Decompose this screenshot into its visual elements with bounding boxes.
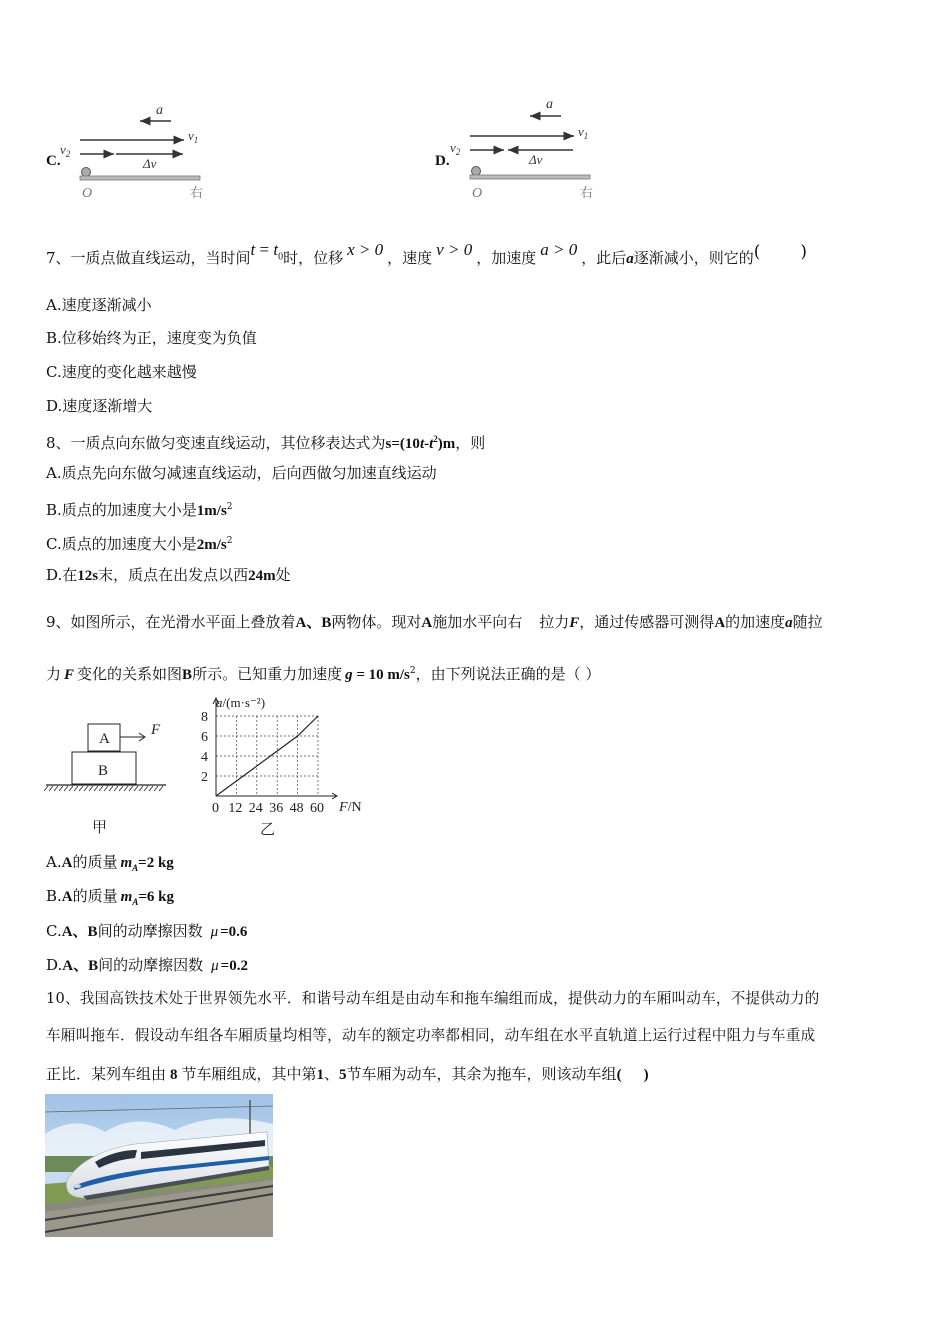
q8-option-d: D.在12s末，质点在出发点以西24m处 [46, 566, 291, 584]
q7-option-b: B.位移始终为正，速度变为负值 [46, 329, 257, 347]
x-axis-label: F/N [339, 800, 362, 815]
q8-option-c: C.质点的加速度大小是$2m/s^2$ [46, 535, 233, 553]
y-tick-label: 8 [201, 710, 208, 725]
hatch-mark [159, 786, 163, 791]
svg-text:v1 [578, 124, 588, 141]
right-label: 右 [580, 185, 594, 200]
hatch-mark [154, 786, 158, 791]
v2-sub: 2 [455, 147, 461, 157]
svg-text:v2 [450, 140, 461, 157]
hatch-mark [109, 786, 113, 791]
q7-option-d: D.速度逐渐增大 [46, 397, 153, 415]
q8-stem: 8、一质点向东做匀变速直线运动，其位移表达式为$s=(10t-t^2)m$，则 [46, 434, 486, 452]
hatch-mark [124, 786, 128, 791]
v2-label: v [450, 140, 456, 155]
ground-hatch [44, 786, 163, 791]
q9-option-d: D.A、B间的动摩擦因数 μ =0.2 [46, 956, 248, 974]
hatch-mark [104, 786, 108, 791]
v1-sub: 1 [193, 135, 199, 145]
y-tick-label: 6 [201, 730, 208, 745]
chart-ticks [201, 710, 324, 816]
q8-option-a: A.质点先向东做匀减速直线运动，后向西做匀加速直线运动 [46, 464, 437, 482]
v2-label: v [60, 142, 66, 157]
v1-label: v [188, 128, 194, 143]
origin-label: O [472, 186, 483, 201]
x-tick-label: 36 [269, 801, 284, 816]
q10-stem-line3: 正比．某列车组由 8 节车厢组成，其中第1、5节车厢为动车，其余为拖车，则该动车组( ) [46, 1065, 649, 1083]
force-label: F [151, 722, 161, 738]
hatch-mark [74, 786, 78, 791]
hatch-mark [49, 786, 53, 791]
hatch-mark [79, 786, 83, 791]
track [80, 176, 200, 180]
right-label: 右 [190, 185, 204, 200]
q9-stem-line1: 9、如图所示，在光滑水平面上叠放着A、B两物体。现对A施加水平向右 拉力F，通过传感器可测得A的加速度a随拉 [46, 613, 823, 631]
option-c-label: C. [46, 153, 61, 169]
hatch-mark [129, 786, 133, 791]
q9-option-c: C.A、B间的动摩擦因数 μ =0.6 [46, 922, 248, 940]
v1-sub: 1 [583, 131, 589, 141]
figure-option-d [446, 94, 606, 204]
q9-stem-line2: 力 F 变化的关系如图B所示。已知重力加速度 g = 10 $m/s^2$，由下列说法正确的是（ ） [46, 665, 601, 683]
accel-label: a [156, 103, 163, 118]
figure-yi-chart [196, 694, 376, 844]
track [470, 175, 590, 179]
series-line [216, 716, 318, 796]
q7-stem: 7、一质点做直线运动，当时间$t = t_0$时，位移 x > 0 ，速度 v > 0 ，加速度 a > 0 ，此后a逐渐减小，则它的( ) [46, 240, 808, 267]
hatch-mark [134, 786, 138, 791]
hatch-mark [89, 786, 93, 791]
figure-jia [44, 712, 174, 842]
dv-label: Δv [529, 152, 543, 167]
hatch-mark [44, 786, 48, 791]
q9-option-b: B.A的质量 $m_A=6$ kg [46, 887, 174, 907]
hatch-mark [59, 786, 63, 791]
hatch-mark [114, 786, 118, 791]
block-a-label: A [99, 731, 110, 747]
q9-option-a: A.A的质量 $m_A=2$ kg [46, 853, 174, 873]
option-d-label: D. [435, 153, 450, 169]
hatch-mark [94, 786, 98, 791]
hatch-mark [144, 786, 148, 791]
x-tick-label: 12 [228, 801, 243, 816]
accel-label: a [546, 97, 553, 112]
hatch-mark [84, 786, 88, 791]
dv-label: Δv [143, 156, 157, 171]
caption-jia: 甲 [92, 820, 108, 836]
hatch-mark [69, 786, 73, 791]
v1-label: v [578, 124, 584, 139]
hatch-mark [54, 786, 58, 791]
q7-option-c: C.速度的变化越来越慢 [46, 363, 197, 381]
y-tick-label: 4 [201, 750, 208, 765]
headlight [73, 1184, 81, 1188]
q10-stem-line2: 车厢叫拖车．假设动车组各车厢质量均相等，动车的额定功率都相同，动车组在水平直轨道上运行过程中阻力与车重成 [46, 1027, 816, 1044]
x-tick-label: 48 [289, 801, 304, 816]
y-tick-label: 2 [201, 770, 208, 785]
caption-yi: 乙 [260, 822, 276, 838]
hatch-mark [64, 786, 68, 791]
x-tick-label: 24 [248, 801, 263, 816]
q8-option-b: B.质点的加速度大小是$1m/s^2$ [46, 501, 233, 519]
hatch-mark [99, 786, 103, 791]
svg-text:v2 [60, 142, 71, 159]
chart-grid [216, 716, 318, 796]
x-tick-label: 60 [310, 801, 324, 816]
v2-sub: 2 [65, 149, 71, 159]
particle [82, 168, 91, 177]
svg-text:v1 [188, 128, 198, 145]
q7-option-a: A.速度逐渐减小 [46, 296, 152, 314]
origin-label: O [82, 186, 93, 201]
figure-option-c [56, 96, 216, 206]
y-axis-label: a/(m·s⁻²) [216, 695, 266, 710]
train-photo [45, 1094, 273, 1237]
x-tick-label: 0 [212, 801, 219, 816]
hatch-mark [119, 786, 123, 791]
q10-stem-line1: 10、我国高铁技术处于世界领先水平．和谐号动车组是由动车和拖车编组而成，提供动力的车厢叫动车，不提供动力的 [46, 990, 820, 1007]
chart-series [216, 716, 318, 796]
particle [472, 167, 481, 176]
hatch-mark [139, 786, 143, 791]
hatch-mark [149, 786, 153, 791]
block-b-label: B [98, 763, 109, 779]
